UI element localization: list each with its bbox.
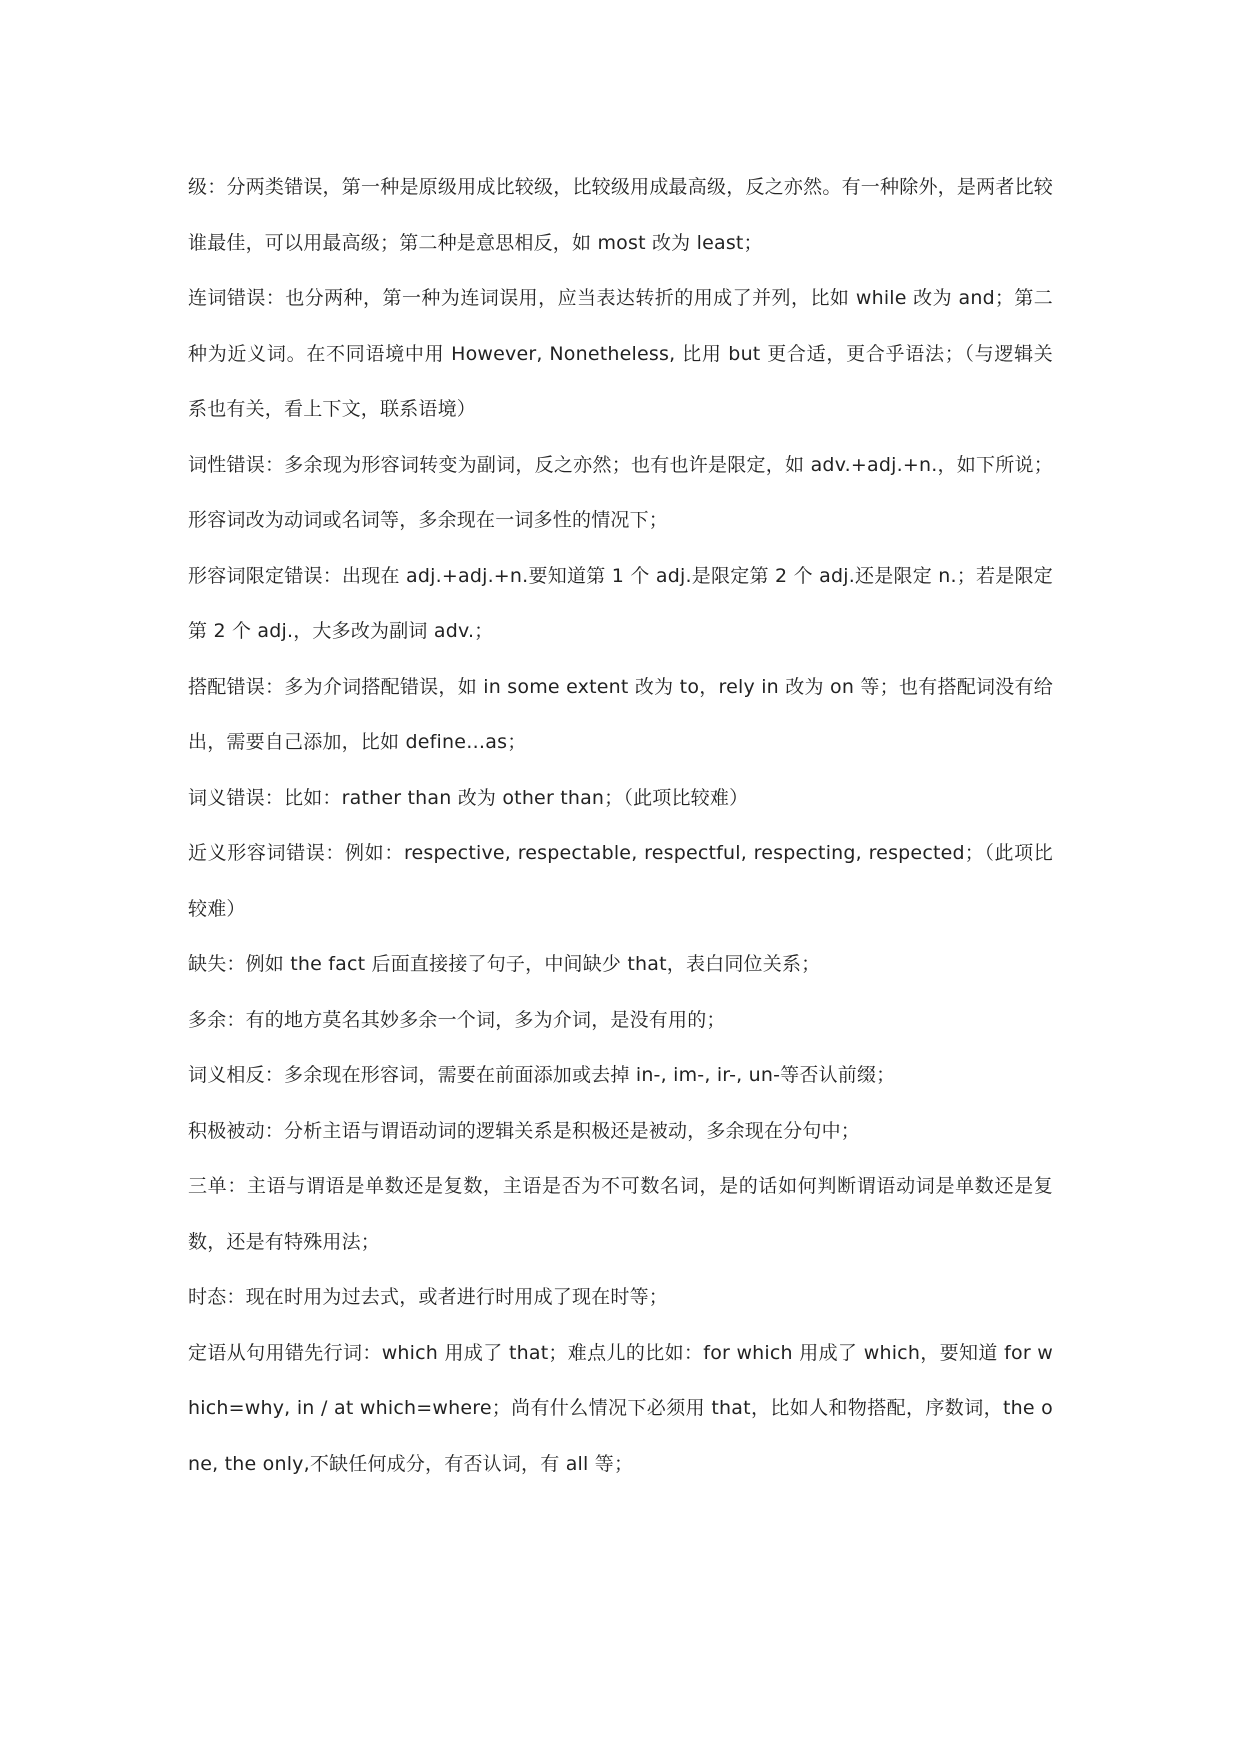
paragraph-third-person-singular: 三单：主语与谓语是单数还是复数，主语是否为不可数名词，是的话如何判断谓语动词是单数还是复数，还是有特殊用法； bbox=[188, 1175, 1053, 1253]
paragraph-missing-word: 缺失：例如 the fact 后面直接接了句子，中间缺少 that，表白同位关系； bbox=[188, 953, 821, 975]
paragraph-comparative: 级：分两类错误，第一种是原级用成比较级，比较级用成最高级，反之亦然。有一种除外，是两者比较谁最佳，可以用最高级；第二种是意思相反，如 most 改为 least； bbox=[188, 176, 1053, 254]
paragraph-conjunction-error: 连词错误：也分两种，第一种为连词误用，应当表达转折的用成了并列，比如 while 改为 and；第二种为近义词。在不同语境中用 However, Nonetheless, 比用 but 更合适，更合乎语法；（与逻辑关系也有关，看上下文，联系语境） bbox=[188, 287, 1053, 420]
paragraph-relative-clause: 定语从句用错先行词：which 用成了 that；难点儿的比如：for which 用成了 which，要知道 for which=why, in / at which=where；尚有什么情况下必须用 that，比如人和物搭配，序数词，the one, the only,不缺任何成分，有否认词，有 all 等； bbox=[188, 1341, 1053, 1475]
paragraph-word-meaning-error: 词义错误：比如：rather than 改为 other than；（此项比较难） bbox=[188, 786, 749, 809]
document-body bbox=[188, 160, 1053, 1492]
paragraph-collocation-error: 搭配错误：多为介词搭配错误，如 in some extent 改为 to，rely in 改为 on 等；也有搭配词没有给出，需要自己添加，比如 define…as； bbox=[188, 675, 1053, 753]
paragraph-similar-adjective-error: 近义形容词错误：例如：respective, respectable, respectful, respecting, respected；（此项比较难） bbox=[188, 842, 1053, 920]
paragraph-opposite-meaning: 词义相反：多余现在形容词，需要在前面添加或去掉 in-, im-, ir-, un-等否认前缀； bbox=[188, 1064, 896, 1086]
paragraph-active-passive: 积极被动：分析主语与谓语动词的逻辑关系是积极还是被动，多余现在分句中； bbox=[188, 1119, 861, 1142]
paragraph-tense: 时态：现在时用为过去式，或者进行时用成了现在时等； bbox=[188, 1286, 669, 1308]
paragraph-redundant-word: 多余：有的地方莫名其妙多余一个词，多为介词，是没有用的； bbox=[188, 1008, 726, 1031]
paragraph-adjective-modifier-error: 形容词限定错误：出现在 adj.+adj.+n.要知道第 1 个 adj.是限定第 2 个 adj.还是限定 n.；若是限定第 2 个 adj.，大多改为副词 adv.； bbox=[188, 564, 1053, 642]
paragraph-part-of-speech-error: 词性错误：多余现为形容词转变为副词，反之亦然；也有也许是限定，如 adv.+adj.+n.，如下所说；形容词改为动词或名词等，多余现在一词多性的情况下； bbox=[188, 453, 1053, 531]
